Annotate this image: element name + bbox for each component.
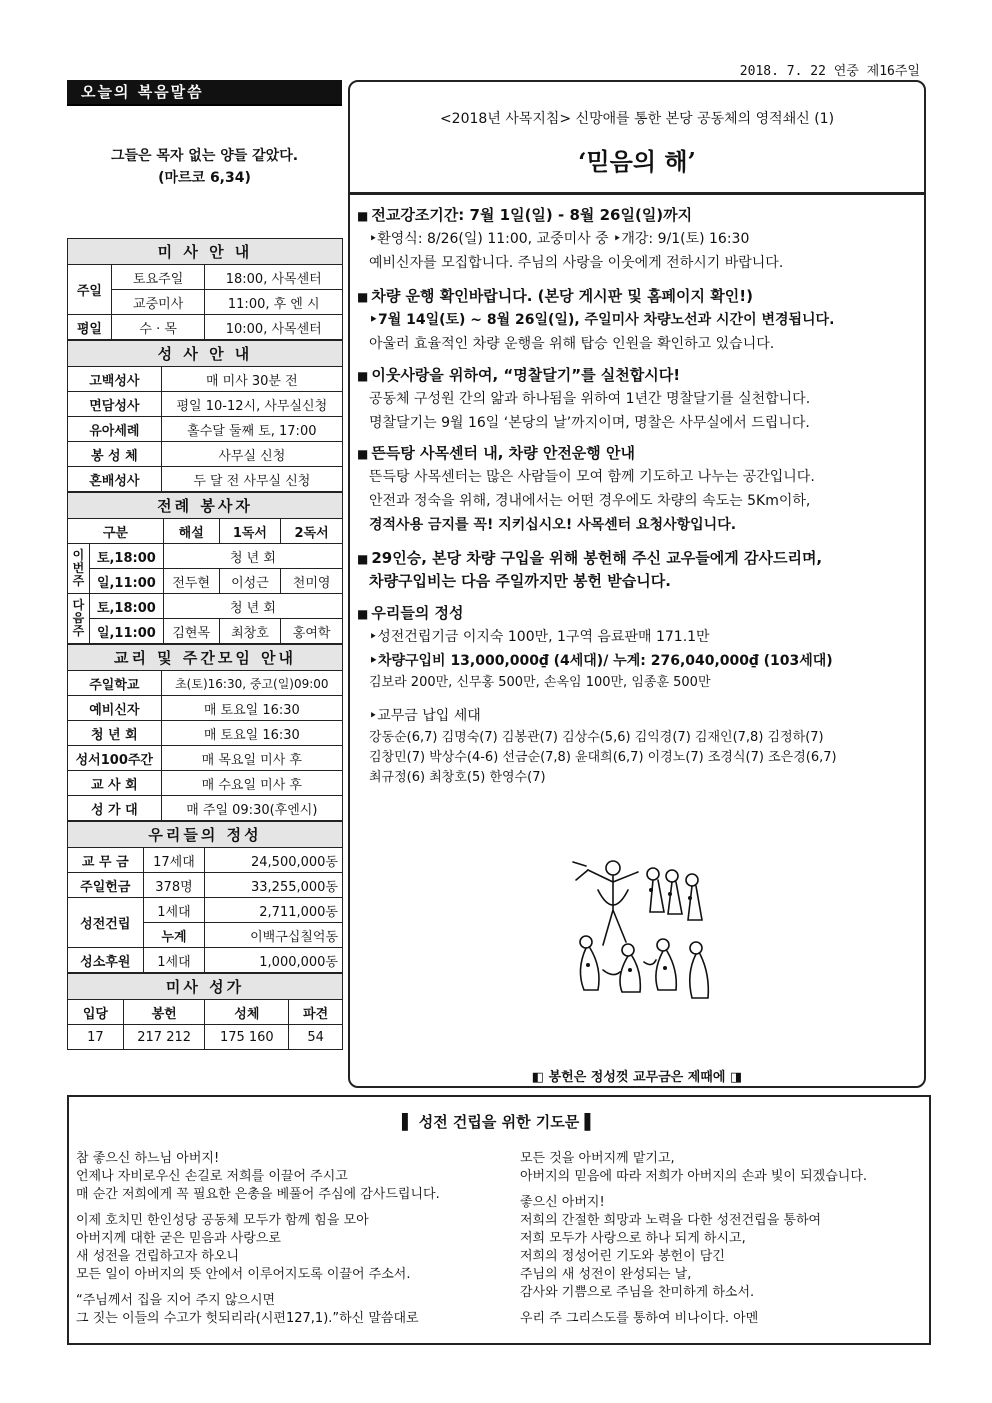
notice-line: ‣7월 14일(토) ~ 8월 26일(일), 주일미사 차량노선과 시간이 변경됩니다. xyxy=(369,312,835,328)
mass-sunday-label: 주일 xyxy=(68,265,112,315)
hymn-header: 입당 xyxy=(68,1000,124,1025)
education-value: 매 주일 09:30(후엔시) xyxy=(161,796,342,821)
square-bullet-icon: ■ xyxy=(357,290,369,304)
pastoral-title: ‘믿음의 해’ xyxy=(578,147,696,176)
education-value: 매 토요일 16:30 xyxy=(161,696,342,721)
servers-table xyxy=(67,492,343,644)
prayer-line: 그 짓는 이들의 수고가 헛되리라(시편127,1).”하신 말씀대로 xyxy=(76,1311,419,1326)
prayer-title: ▌ 성전 건립을 위한 기도문 ▌ xyxy=(401,1113,597,1131)
mass-time: 10:00, 사목센터 xyxy=(205,315,343,340)
mass-name: 토요주일 xyxy=(111,265,205,290)
notice-line: 뜬득탕 사목센터는 많은 사람들이 모여 함께 기도하고 나누는 공간입니다. xyxy=(369,469,815,485)
sacrament-value: 홀수달 둘째 토, 17:00 xyxy=(161,417,342,442)
offering-label: 교 무 금 xyxy=(68,848,144,873)
education-table xyxy=(67,644,343,821)
sacrament-label: 혼배성사 xyxy=(68,467,162,492)
square-bullet-icon: ■ xyxy=(357,369,369,383)
mass-title: 미 사 안 내 xyxy=(68,239,343,265)
prayer-line: 모든 것을 아버지께 맡기고, xyxy=(520,1151,675,1166)
building-amount: 2,711,000동 xyxy=(205,898,343,923)
info-tables xyxy=(67,238,343,1050)
education-label: 주일학교 xyxy=(68,671,162,696)
prayer-line: 모든 일이 아버지의 뜻 안에서 이루어지도록 이끌어 주소서. xyxy=(76,1267,411,1282)
square-bullet-icon: ■ xyxy=(357,607,369,621)
server-name: 홍여학 xyxy=(281,619,343,644)
building-label: 성전건립 xyxy=(68,898,144,948)
notice-offerings xyxy=(357,602,922,693)
hymn-title: 미사 성가 xyxy=(68,974,343,1000)
education-title: 교리 및 주간모임 안내 xyxy=(68,645,343,671)
notice-line: 김보라 200만, 신무홍 500만, 손옥임 100만, 임종훈 500만 xyxy=(369,675,711,690)
notice-heading: 전교강조기간: 7월 1일(일) - 8월 26일(일)까지 xyxy=(371,206,693,224)
hymn-number: 17 xyxy=(68,1025,124,1050)
server-name: 전두현 xyxy=(163,569,219,594)
notice-heading: 차량구입비는 다음 주일까지만 봉헌 받습니다. xyxy=(369,572,671,590)
offering-count: 378명 xyxy=(143,873,205,898)
notice-nametag xyxy=(357,364,922,435)
hymn-number: 217 212 xyxy=(123,1025,205,1050)
hymn-number: 175 160 xyxy=(205,1025,289,1050)
sacrament-value: 사무실 신청 xyxy=(161,442,342,467)
gospel-banner-label: 오늘의 복음말씀 xyxy=(67,80,342,104)
notice-heading: 차량 운행 확인바랍니다. (본당 게시판 및 홈페이지 확인!) xyxy=(371,287,753,305)
prayer-line: 이제 호치민 한인성당 공동체 모두가 함께 힘을 모아 xyxy=(76,1213,369,1228)
education-label: 교 사 회 xyxy=(68,771,162,796)
prayer-right-column xyxy=(520,1150,867,1328)
education-value: 매 목요일 미사 후 xyxy=(161,746,342,771)
sacrament-label: 유아세례 xyxy=(68,417,162,442)
square-bullet-icon: ■ xyxy=(357,447,369,461)
next-sat-value: 청 년 회 xyxy=(163,594,342,619)
building-total-label: 누계 xyxy=(143,923,205,948)
prayer-line: 주님의 새 성전이 완성되는 날, xyxy=(520,1267,692,1282)
notice-safety xyxy=(357,442,922,537)
notice-line: 김창민(7) 박상수(4-6) 선금순(7,8) 윤대희(6,7) 이경노(7) 조경식(7) 조은경(6,7) xyxy=(369,750,837,765)
server-name: 천미영 xyxy=(281,569,343,594)
vocation-count: 1세대 xyxy=(143,948,205,973)
education-label: 청 년 회 xyxy=(68,721,162,746)
notice-line: 명찰달기는 9월 16일 ‘본당의 날’까지이며, 명찰은 사무실에서 드립니다. xyxy=(369,415,810,431)
education-value: 초(토)16:30, 중고(일)09:00 xyxy=(161,671,342,696)
this-sun-time: 일,11:00 xyxy=(89,569,163,594)
offering-title: 우리들의 정성 xyxy=(68,822,343,848)
gospel-quote-text: 그들은 목자 없는 양들 같았다. xyxy=(110,148,299,164)
notice-line: ‣성전건립기금 이지숙 100만, 1구역 음료판매 171.1만 xyxy=(369,629,710,645)
server-name: 김현목 xyxy=(163,619,219,644)
prayer-line: 좋으신 아버지! xyxy=(520,1195,605,1210)
notice-line: 아울러 효율적인 차량 운행을 위해 탑승 인원을 확인하고 있습니다. xyxy=(369,336,775,352)
notice-line: 경적사용 금지를 꼭! 지키십시오! 사목센터 요청사항입니다. xyxy=(369,517,737,533)
offering-amount: 33,255,000동 xyxy=(205,873,343,898)
pastoral-theme: <2018년 사목지침> 신망애를 통한 본당 공동체의 영적쇄신 (1) xyxy=(439,111,835,127)
mass-table xyxy=(67,238,343,340)
prayer-line: 참 좋으신 하느님 아버지! xyxy=(76,1151,220,1166)
prayer-left-column xyxy=(76,1150,440,1328)
bulletin-date: 2018. 7. 22 연중 제16주일 xyxy=(739,64,920,79)
gospel-quote xyxy=(67,145,342,189)
prayer-line: 아버지의 믿음에 따라 저희가 아버지의 손과 빛이 되겠습니다. xyxy=(520,1169,868,1184)
offering-count: 17세대 xyxy=(143,848,205,873)
notice-line: 예비신자를 모집합니다. 주님의 사랑을 이웃에게 전하시기 바랍니다. xyxy=(369,255,784,271)
square-bullet-icon: ■ xyxy=(357,209,369,223)
sacrament-table xyxy=(67,340,343,492)
servers-header: 해설 xyxy=(163,519,219,544)
prayer-line: 아버지께 대한 굳은 믿음과 사랑으로 xyxy=(76,1231,281,1246)
building-total: 이백구십칠억동 xyxy=(205,923,343,948)
server-name: 이성근 xyxy=(219,569,281,594)
notice-line: 공동체 구성원 간의 앎과 하나됨을 위하여 1년간 명찰달기를 실천합니다. xyxy=(369,391,811,407)
education-value: 매 토요일 16:30 xyxy=(161,721,342,746)
notice-heading: 우리들의 정성 xyxy=(371,604,464,622)
offering-amount: 24,500,000동 xyxy=(205,848,343,873)
notice-vehicle xyxy=(357,285,922,356)
notice-heading: ‣교무금 납입 세대 xyxy=(369,708,481,724)
notice-thanks xyxy=(357,547,922,592)
education-label: 예비신자 xyxy=(68,696,162,721)
next-sat-time: 토,18:00 xyxy=(89,594,163,619)
prayer-line: 언제나 자비로우신 손길로 저희를 이끌어 주시고 xyxy=(76,1169,348,1184)
notice-tithe-households xyxy=(357,704,922,788)
gospel-banner xyxy=(67,80,342,106)
vocation-label: 성소후원 xyxy=(68,948,144,973)
notice-heading: 이웃사랑을 위하여, “명찰달기”를 실천합시다! xyxy=(371,366,681,384)
jesus-teaching-illustration xyxy=(568,850,718,1010)
servers-header: 2독서 xyxy=(281,519,343,544)
offering-table xyxy=(67,821,343,973)
sacrament-value: 두 달 전 사무실 신청 xyxy=(161,467,342,492)
notice-line: 최규정(6) 최창호(5) 한영수(7) xyxy=(369,770,546,785)
prayer-line: 우리 주 그리스도를 통하여 비나이다. 아멘 xyxy=(520,1311,759,1326)
this-sat-time: 토,18:00 xyxy=(89,544,163,569)
education-value: 매 수요일 미사 후 xyxy=(161,771,342,796)
prayer-line: 새 성전을 건립하고자 하오니 xyxy=(76,1249,240,1264)
hymn-header: 봉헌 xyxy=(123,1000,205,1025)
education-label: 성서100주간 xyxy=(68,746,162,771)
servers-title: 전례 봉사자 xyxy=(68,493,343,519)
this-week-label: 이번주 xyxy=(68,544,90,594)
mass-name: 교중미사 xyxy=(111,290,205,315)
mass-time: 11:00, 후 엔 시 xyxy=(205,290,343,315)
sacrament-label: 면담성사 xyxy=(68,392,162,417)
notice-evangelization xyxy=(357,204,922,275)
next-week-label: 다음주 xyxy=(68,594,90,644)
square-bullet-icon: ■ xyxy=(357,552,369,566)
hymn-table xyxy=(67,973,343,1050)
sacrament-label: 고백성사 xyxy=(68,367,162,392)
notice-line: 강동순(6,7) 김명숙(7) 김봉관(7) 김상수(5,6) 김익경(7) 김재인(7,8) 김정하(7) xyxy=(369,730,824,745)
next-sun-time: 일,11:00 xyxy=(89,619,163,644)
notice-line: ‣환영식: 8/26(일) 11:00, 교중미사 중 ‣개강: 9/1(토) 16:30 xyxy=(369,231,750,247)
mass-time: 18:00, 사목센터 xyxy=(205,265,343,290)
hymn-header: 파견 xyxy=(289,1000,343,1025)
servers-header: 1독서 xyxy=(219,519,281,544)
offering-label: 주일헌금 xyxy=(68,873,144,898)
mass-name: 수 · 목 xyxy=(111,315,205,340)
notice-heading: 뜬득탕 사목센터 내, 차량 안전운행 안내 xyxy=(371,444,635,462)
hymn-header: 성체 xyxy=(205,1000,289,1025)
server-name: 최창호 xyxy=(219,619,281,644)
notice-line: ‣차량구입비 13,000,000₫ (4세대)/ 누계: 276,040,000₫ (103세대) xyxy=(369,653,833,669)
vocation-amount: 1,000,000동 xyxy=(205,948,343,973)
sacrament-value: 매 미사 30분 전 xyxy=(161,367,342,392)
building-count: 1세대 xyxy=(143,898,205,923)
sacrament-title: 성 사 안 내 xyxy=(68,341,343,367)
prayer-line: 매 순간 저희에게 꼭 필요한 은총을 베풀어 주심에 감사드립니다. xyxy=(76,1187,440,1202)
sacrament-label: 봉 성 체 xyxy=(68,442,162,467)
prayer-line: 저희의 정성어린 기도와 봉헌이 담긴 xyxy=(520,1249,725,1264)
title-divider xyxy=(350,192,924,195)
this-sat-value: 청 년 회 xyxy=(163,544,342,569)
hymn-number: 54 xyxy=(289,1025,343,1050)
notice-line: 안전과 정숙을 위해, 경내에서는 어떤 경우에도 차량의 속도는 5Km이하, xyxy=(369,493,811,509)
prayer-line: 감사와 기쁨으로 주님을 찬미하게 하소서. xyxy=(520,1285,755,1300)
offering-reminder: ◧ 봉헌은 정성껏 교무금은 제때에 ◨ xyxy=(531,1070,743,1085)
mass-weekday-label: 평일 xyxy=(68,315,112,340)
prayer-line: “주님께서 집을 지어 주지 않으시면 xyxy=(76,1293,276,1308)
servers-header: 구분 xyxy=(68,519,164,544)
gospel-quote-ref: (마르코 6,34) xyxy=(158,170,251,186)
prayer-line: 저희 모두가 사랑으로 하나 되게 하시고, xyxy=(520,1231,746,1246)
education-label: 성 가 대 xyxy=(68,796,162,821)
notice-heading: 29인승, 본당 차량 구입을 위해 봉헌해 주신 교우들에게 감사드리며, xyxy=(371,549,823,567)
sacrament-value: 평일 10-12시, 사무실신청 xyxy=(161,392,342,417)
prayer-line: 저희의 간절한 희망과 노력을 다한 성전건립을 통하여 xyxy=(520,1213,822,1228)
